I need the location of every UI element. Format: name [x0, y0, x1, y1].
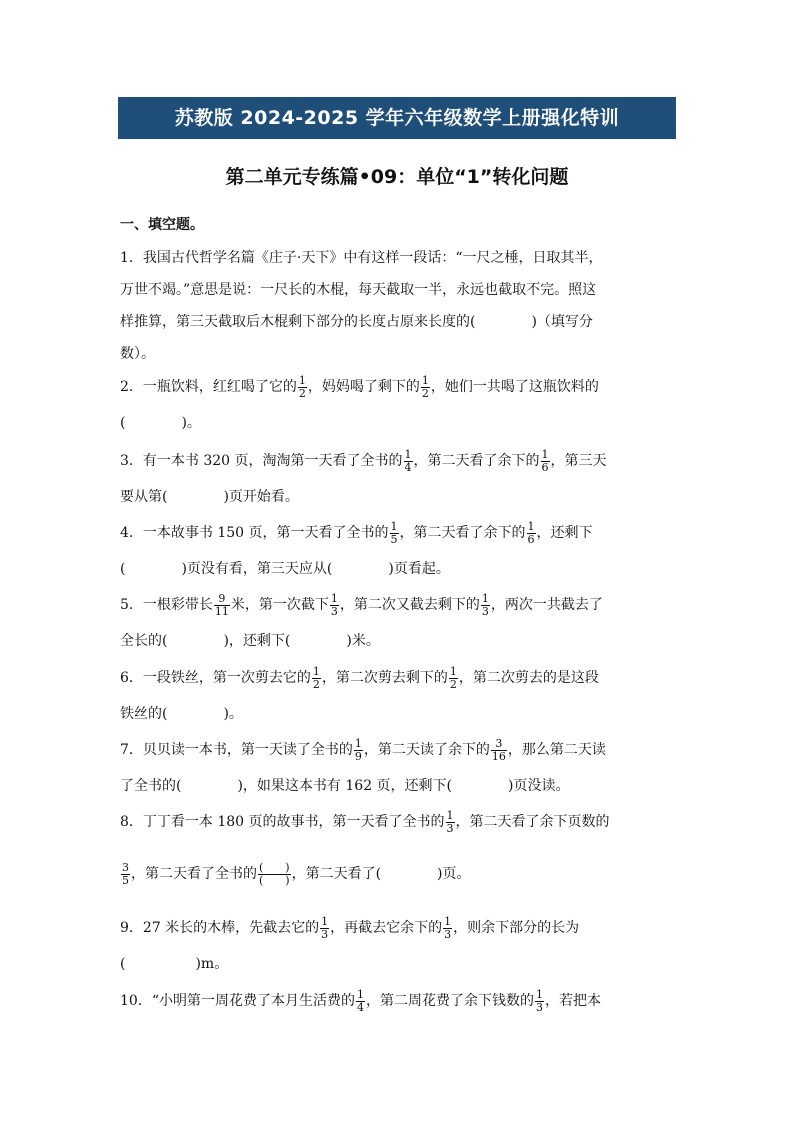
q3-fraction-2	[541, 449, 550, 474]
q10-fraction-1	[356, 989, 365, 1014]
question-10	[120, 985, 672, 1017]
q5-text-d: ，两次一共截去了	[490, 597, 603, 613]
q3-line2: 要从第( )页开始看。	[120, 489, 299, 505]
denominator: 2	[449, 677, 457, 691]
q7-line2: 了全书的( )，如果这本书有 162 页，还剩下( )页没读。	[120, 778, 570, 794]
q8-text-c: ，第二天看了全书的	[131, 866, 257, 882]
q2-text-c: ，她们一共喝了这瓶饮料的	[430, 379, 599, 395]
q8-answer-fraction	[258, 862, 291, 887]
q2-fraction-1	[298, 375, 307, 400]
q8-line1	[120, 806, 672, 838]
q3-line1	[120, 445, 672, 477]
q10-text-a: 10．“小明第一周花费了本月生活费的	[120, 993, 355, 1009]
denominator: 3	[321, 927, 329, 941]
q8-text-a: 8．丁丁看一本 180 页的故事书，第一天看了全书的	[120, 814, 445, 830]
numerator: 1	[541, 447, 549, 461]
q6-text-b: ，第二次剪去剩下的	[321, 670, 448, 686]
q4-text-c: ，还剩下	[536, 525, 593, 541]
denominator: 2	[421, 386, 429, 400]
denominator: 3	[444, 927, 452, 941]
q8-text-b: ，第二天看了余下页数的	[455, 814, 610, 830]
q6-fraction-2	[449, 666, 458, 691]
numerator: 1	[330, 591, 338, 605]
question-4	[120, 517, 672, 585]
q8-text-d: ，第二天看了( )页。	[291, 866, 471, 882]
denominator: 3	[481, 604, 489, 618]
numerator: 1	[298, 373, 306, 387]
question-1	[120, 242, 672, 370]
q2-line1	[120, 371, 672, 403]
q7-text-a: 7．贝贝读一本书，第一天读了全书的	[120, 742, 353, 758]
q5-text-b: 米，第一次截下	[230, 597, 329, 613]
q1-line4: 数）。	[120, 346, 155, 362]
denominator: 6	[541, 460, 549, 474]
q9-line2: ( )m。	[120, 956, 229, 972]
denominator: 16	[491, 749, 506, 763]
q8-fraction-1	[446, 810, 455, 835]
question-3	[120, 445, 672, 513]
q3-fraction-1	[404, 449, 413, 474]
question-6	[120, 662, 672, 730]
numerator: 9	[214, 593, 230, 606]
denominator: 3	[446, 821, 454, 835]
q5-text-a: 5．一根彩带长	[120, 597, 213, 613]
q2-text-b: ，妈妈喝了剩下的	[307, 379, 420, 395]
q8-fraction-2	[121, 862, 130, 887]
denominator: 11	[214, 604, 229, 618]
q2-line2: ( )。	[120, 415, 201, 431]
denominator-blank: ( )	[259, 873, 290, 887]
q6-line1	[120, 662, 672, 694]
numerator: 1	[421, 373, 429, 387]
numerator: 3	[122, 860, 129, 874]
q9-text-c: ，则余下部分的长为	[453, 920, 580, 936]
q5-fraction-1	[214, 593, 230, 618]
q3-text-a: 3．有一本书 320 页，淘淘第一天看了全书的	[120, 453, 403, 469]
q4-text-b: ，第二天看了余下的	[399, 525, 526, 541]
q4-line2: ( )页没有看，第三天应从( )页看起。	[120, 561, 450, 577]
q7-text-c: ，那么第二天读	[507, 742, 606, 758]
q3-text-c: ，第三天	[550, 453, 607, 469]
q9-line1	[120, 912, 672, 944]
q4-fraction-2	[527, 521, 536, 546]
q9-text-b: ，再截去它余下的	[330, 920, 443, 936]
q8-line2	[120, 858, 672, 890]
q10-text-b: ，第二周花费了余下钱数的	[365, 993, 534, 1009]
numerator: 1	[404, 447, 412, 461]
numerator: 1	[481, 591, 489, 605]
q6-line2: 铁丝的( )。	[120, 706, 243, 722]
question-9	[120, 912, 672, 980]
numerator: 1	[527, 519, 535, 533]
denominator: 6	[527, 532, 535, 546]
numerator-blank: ( )	[259, 860, 290, 874]
question-2	[120, 371, 672, 439]
numerator: 1	[390, 519, 398, 533]
page-subtitle: 第二单元专练篇•09：单位“1”转化问题	[225, 166, 569, 188]
q1-line3: 样推算，第三天截取后木棍剩下部分的长度占原来长度的( )（填写分	[120, 314, 593, 330]
denominator: 4	[356, 1000, 364, 1014]
q2-fraction-2	[421, 375, 430, 400]
denominator: 4	[404, 460, 412, 474]
denominator: 3	[330, 604, 338, 618]
numerator: 1	[444, 914, 452, 928]
denominator: 2	[312, 677, 320, 691]
denominator: 5	[390, 532, 398, 546]
q9-fraction-2	[443, 916, 452, 941]
denominator: 2	[298, 386, 306, 400]
q5-line2: 全长的( )，还剩下( )米。	[120, 633, 380, 649]
q2-text-a: 2．一瓶饮料，红红喝了它的	[120, 379, 297, 395]
q4-text-a: 4．一本故事书 150 页，第一天看了全书的	[120, 525, 389, 541]
question-7	[120, 734, 672, 802]
q3-text-b: ，第二天看了余下的	[413, 453, 540, 469]
numerator: 1	[356, 987, 364, 1001]
q7-text-b: ，第二天读了余下的	[363, 742, 490, 758]
denominator: 9	[354, 749, 362, 763]
q6-fraction-1	[312, 666, 321, 691]
q5-line1	[120, 589, 672, 621]
q7-fraction-2	[491, 738, 507, 763]
numerator: 3	[491, 738, 507, 751]
numerator: 1	[312, 664, 320, 678]
q7-fraction-1	[354, 738, 363, 763]
question-8	[120, 806, 672, 890]
q4-fraction-1	[390, 521, 399, 546]
q4-line1	[120, 517, 672, 549]
q10-text-c: ，若把本	[544, 993, 601, 1009]
numerator: 1	[321, 914, 329, 928]
q7-line1	[120, 734, 672, 766]
q1-line1: 1．我国古代哲学名篇《庄子·天下》中有这样一段话：“一尺之棰，日取其半，	[120, 250, 603, 266]
numerator: 1	[449, 664, 457, 678]
numerator: 1	[354, 736, 362, 750]
question-5	[120, 589, 672, 657]
q5-fraction-2	[330, 593, 339, 618]
numerator: 1	[446, 808, 454, 822]
section-heading: 一、填空题。	[120, 217, 204, 233]
numerator: 1	[535, 987, 543, 1001]
q9-text-a: 9．27 米长的木棒，先截去它的	[120, 920, 320, 936]
q10-line1	[120, 985, 672, 1017]
title-banner: 苏教版 2024-2025 学年六年级数学上册强化特训	[118, 97, 676, 139]
q6-text-a: 6．一段铁丝，第一次剪去它的	[120, 670, 311, 686]
denominator: 3	[535, 1000, 543, 1014]
q5-fraction-3	[481, 593, 490, 618]
denominator: 5	[122, 873, 129, 887]
q5-text-c: ，第二次又截去剩下的	[339, 597, 480, 613]
q9-fraction-1	[320, 916, 329, 941]
q10-fraction-2	[535, 989, 544, 1014]
q1-line2: 万世不竭。”意思是说：一尺长的木棍，每天截取一半，永远也截取不完。照这	[120, 282, 597, 298]
q6-text-c: ，第二次剪去的是这段	[458, 670, 599, 686]
